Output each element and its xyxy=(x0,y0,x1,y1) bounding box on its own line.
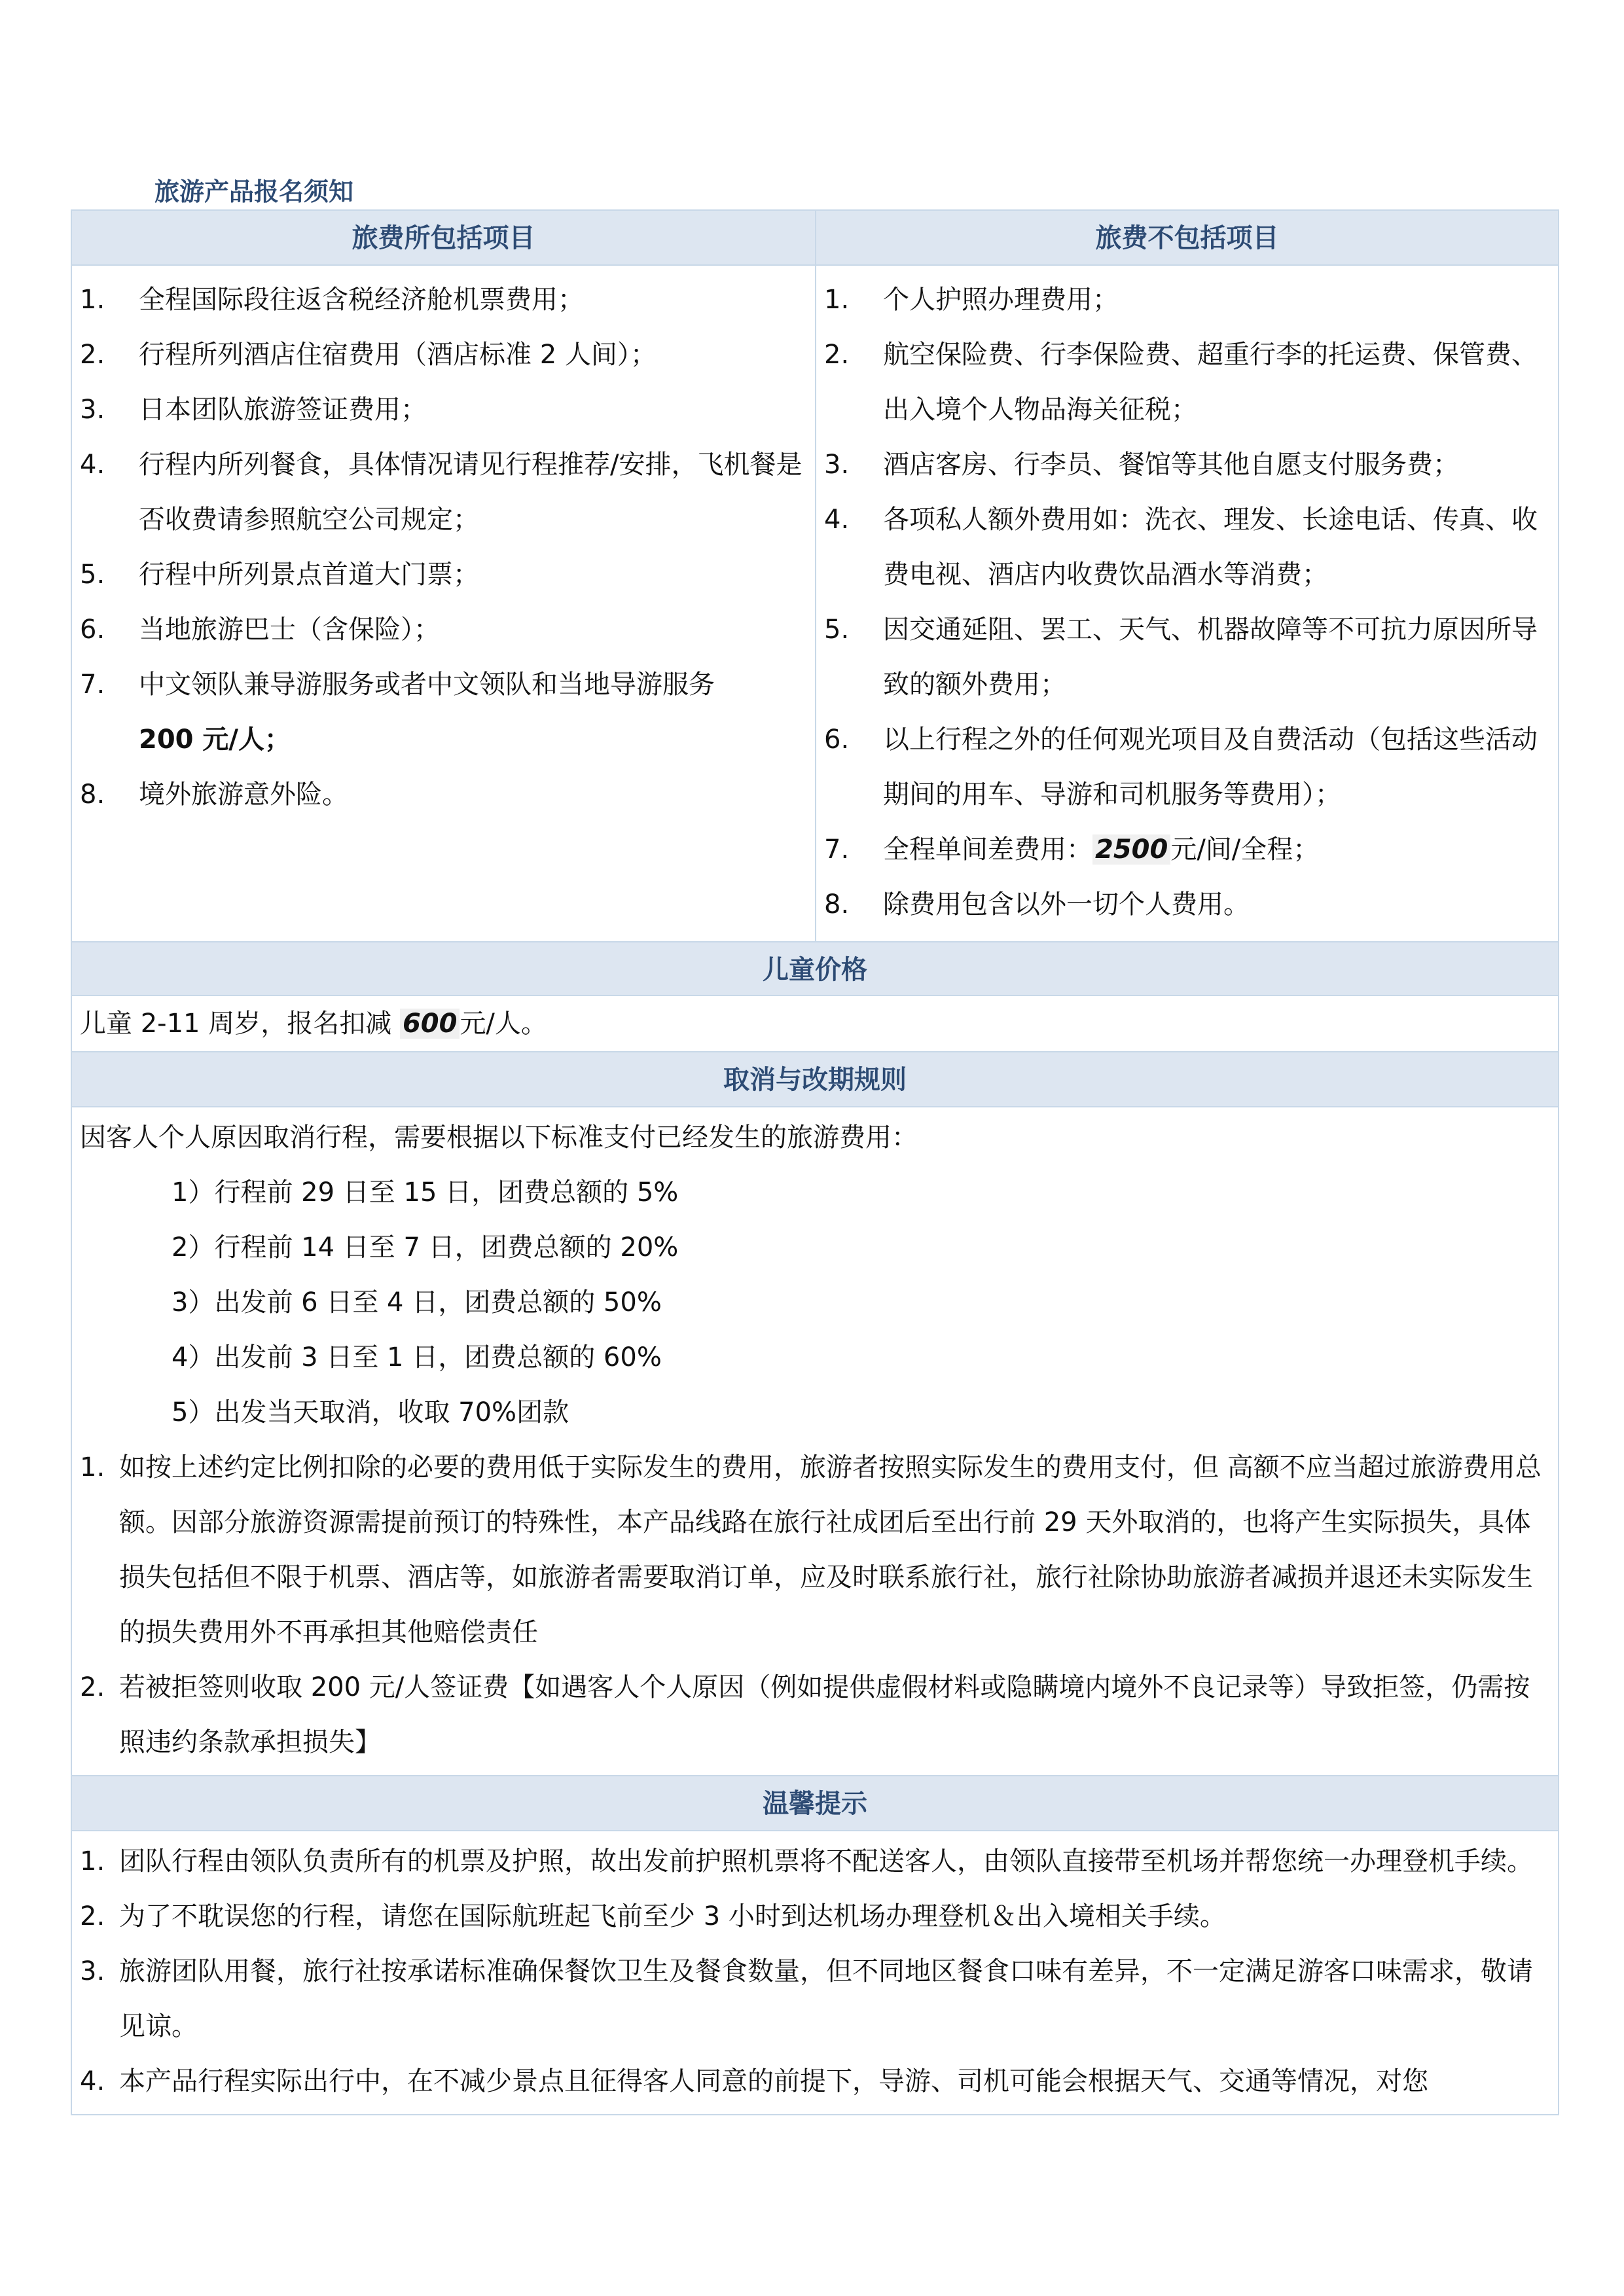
item-text: 以上行程之外的任何观光项目及自费活动（包括这些活动期间的用车、导游和司机服务等费用）； xyxy=(883,725,1538,810)
list-item xyxy=(824,272,1550,327)
list-item xyxy=(824,877,1550,932)
excluded-list xyxy=(816,266,1558,941)
list-item xyxy=(80,382,807,437)
item-number: 7. xyxy=(824,834,850,865)
list-item xyxy=(80,547,807,602)
child-price-unit: 元/人。 xyxy=(460,1009,547,1039)
included-header: 旅费所包括项目 xyxy=(72,211,815,266)
item-text: 当地旅游巴士（含保险）； xyxy=(139,615,440,645)
rule-text: 如按上述约定比例扣除的必要的费用低于实际发生的费用，旅游者按照实际发生的费用支付，但 高额不应当超过旅游费用总额。因部分旅游资源需提前预订的特殊性，本产品线路在旅行社成团后至出行前 29 天外取消的，也将产生实际损失，具体损失包括但不限于机票、酒店等，如旅游者需要取消订单，应及时联系旅行社，旅行社除协助旅游者减损并退还未实际发生的损失费用外不再承担其他赔偿责任 xyxy=(119,1452,1542,1647)
notice-table xyxy=(71,209,1559,2115)
child-price-header: 儿童价格 xyxy=(72,941,1558,996)
item-number: 6. xyxy=(80,615,105,645)
cancellation-body xyxy=(72,1107,1558,1776)
item-text: 因交通延阻、罢工、天气、机器故障等不可抗力原因所导致的额外费用； xyxy=(883,615,1538,700)
tip-text: 本产品行程实际出行中，在不减少景点且征得客人同意的前提下，导游、司机可能会根据天气、交通等情况，对您 xyxy=(119,2066,1428,2096)
tips-body xyxy=(72,1831,1558,2114)
item-text: 行程所列酒店住宿费用（酒店标准 2 人间）； xyxy=(139,340,657,370)
item-text: 除费用包含以外一切个人费用。 xyxy=(883,889,1250,920)
item-number: 2. xyxy=(80,340,105,370)
single-room-unit: 元/间/全程； xyxy=(1170,834,1320,865)
item-number: 7. xyxy=(80,670,105,700)
cancellation-header: 取消与改期规则 xyxy=(72,1052,1558,1107)
item-text: 行程内所列餐食，具体情况请见行程推荐/安排，飞机餐是否收费请参照航空公司规定； xyxy=(139,450,803,535)
item-number: 5. xyxy=(80,560,105,590)
item-number: 8. xyxy=(80,780,105,810)
item-text: 各项私人额外费用如：洗衣、理发、长途电话、传真、收费电视、酒店内收费饮品酒水等消费； xyxy=(883,505,1538,590)
child-price-row xyxy=(72,996,1558,1052)
included-list xyxy=(72,266,815,927)
item-number: 8. xyxy=(824,889,850,920)
tip-number: 4. xyxy=(80,2066,105,2096)
item-text: 行程中所列景点首道大门票； xyxy=(139,560,479,590)
fee-items-section xyxy=(72,211,1558,941)
item-text: 个人护照办理费用； xyxy=(883,285,1119,315)
single-room-label: 全程单间差费用： xyxy=(883,834,1092,865)
list-item xyxy=(80,657,807,767)
cancellation-tier: 5）出发当天取消，收取 70%团款 xyxy=(171,1397,569,1427)
item-number: 4. xyxy=(824,505,850,535)
document-title: 旅游产品报名须知 xyxy=(154,177,354,206)
rule-text: 若被拒签则收取 200 元/人签证费【如遇客人个人原因（例如提供虚假材料或隐瞒境内境外不良记录等）导致拒签，仍需按照违约条款承担损失】 xyxy=(119,1672,1530,1757)
item-text: 航空保险费、行李保险费、超重行李的托运费、保管费、出入境个人物品海关征税； xyxy=(883,340,1538,425)
cancellation-tier: 2）行程前 14 日至 7 日，团费总额的 20% xyxy=(171,1232,679,1263)
cancellation-rule xyxy=(80,1440,1550,1660)
cancellation-tier: 3）出发前 6 日至 4 日，团费总额的 50% xyxy=(171,1287,662,1318)
tips-header: 温馨提示 xyxy=(72,1776,1558,1831)
item-number: 5. xyxy=(824,615,850,645)
list-item xyxy=(824,327,1550,437)
excluded-header: 旅费不包括项目 xyxy=(816,211,1558,266)
item-text: 全程国际段往返含税经济舱机票费用； xyxy=(139,285,584,315)
item-text: 境外旅游意外险。 xyxy=(139,780,348,810)
cancellation-tier: 1）行程前 29 日至 15 日，团费总额的 5% xyxy=(171,1177,679,1208)
list-item xyxy=(80,327,807,382)
tip-item xyxy=(80,2054,1550,2109)
item-text: 酒店客房、行李员、餐馆等其他自愿支付服务费； xyxy=(883,450,1459,480)
item-number: 4. xyxy=(80,450,105,480)
list-item xyxy=(824,437,1550,492)
list-item xyxy=(80,767,807,822)
tip-text: 团队行程由领队负责所有的机票及护照，故出发前护照机票将不配送客人，由领队直接带至机场并帮您统一办理登机手续。 xyxy=(119,1846,1533,1876)
tip-item xyxy=(80,1944,1550,2054)
rule-number: 2. xyxy=(80,1672,105,1702)
item-number: 6. xyxy=(824,725,850,755)
tip-item xyxy=(80,1834,1550,1889)
tip-number: 3. xyxy=(80,1956,105,1986)
item-number: 1. xyxy=(824,285,850,315)
tip-text: 为了不耽误您的行程，请您在国际航班起飞前至少 3 小时到达机场办理登机＆出入境相关手续。 xyxy=(119,1901,1226,1931)
cancellation-intro: 因客人个人原因取消行程，需要根据以下标准支付已经发生的旅游费用： xyxy=(80,1122,918,1153)
cancellation-rule xyxy=(80,1660,1550,1770)
child-price-discount: 600 xyxy=(400,1009,460,1039)
list-item xyxy=(824,822,1550,877)
rule-number: 1. xyxy=(80,1452,105,1482)
list-item xyxy=(80,602,807,657)
item-number: 1. xyxy=(80,285,105,315)
tip-number: 1. xyxy=(80,1846,105,1876)
tip-number: 2. xyxy=(80,1901,105,1931)
tip-text: 旅游团队用餐，旅行社按承诺标准确保餐饮卫生及餐食数量，但不同地区餐食口味有差异，不一定满足游客口味需求，敬请见谅。 xyxy=(119,1956,1533,2041)
cancellation-tier: 4）出发前 3 日至 1 日，团费总额的 60% xyxy=(171,1342,662,1372)
list-item xyxy=(80,272,807,327)
item-text-main: 中文领队兼导游服务或者中文领队和当地导游服务 xyxy=(139,670,715,700)
item-text xyxy=(883,822,1550,877)
item-text xyxy=(139,657,807,767)
list-item xyxy=(80,437,807,547)
tip-item xyxy=(80,1889,1550,1944)
list-item xyxy=(824,712,1550,822)
list-item xyxy=(824,602,1550,712)
guide-fee-amount: 200 元/人； xyxy=(139,725,291,755)
item-number: 3. xyxy=(80,395,105,425)
child-price-label: 儿童 2-11 周岁，报名扣减 xyxy=(80,1009,400,1039)
list-item xyxy=(824,492,1550,602)
item-number: 3. xyxy=(824,450,850,480)
item-text: 日本团队旅游签证费用； xyxy=(139,395,427,425)
item-number: 2. xyxy=(824,340,850,370)
single-room-price: 2500 xyxy=(1092,834,1170,865)
included-column xyxy=(72,211,815,941)
excluded-column xyxy=(815,211,1558,941)
